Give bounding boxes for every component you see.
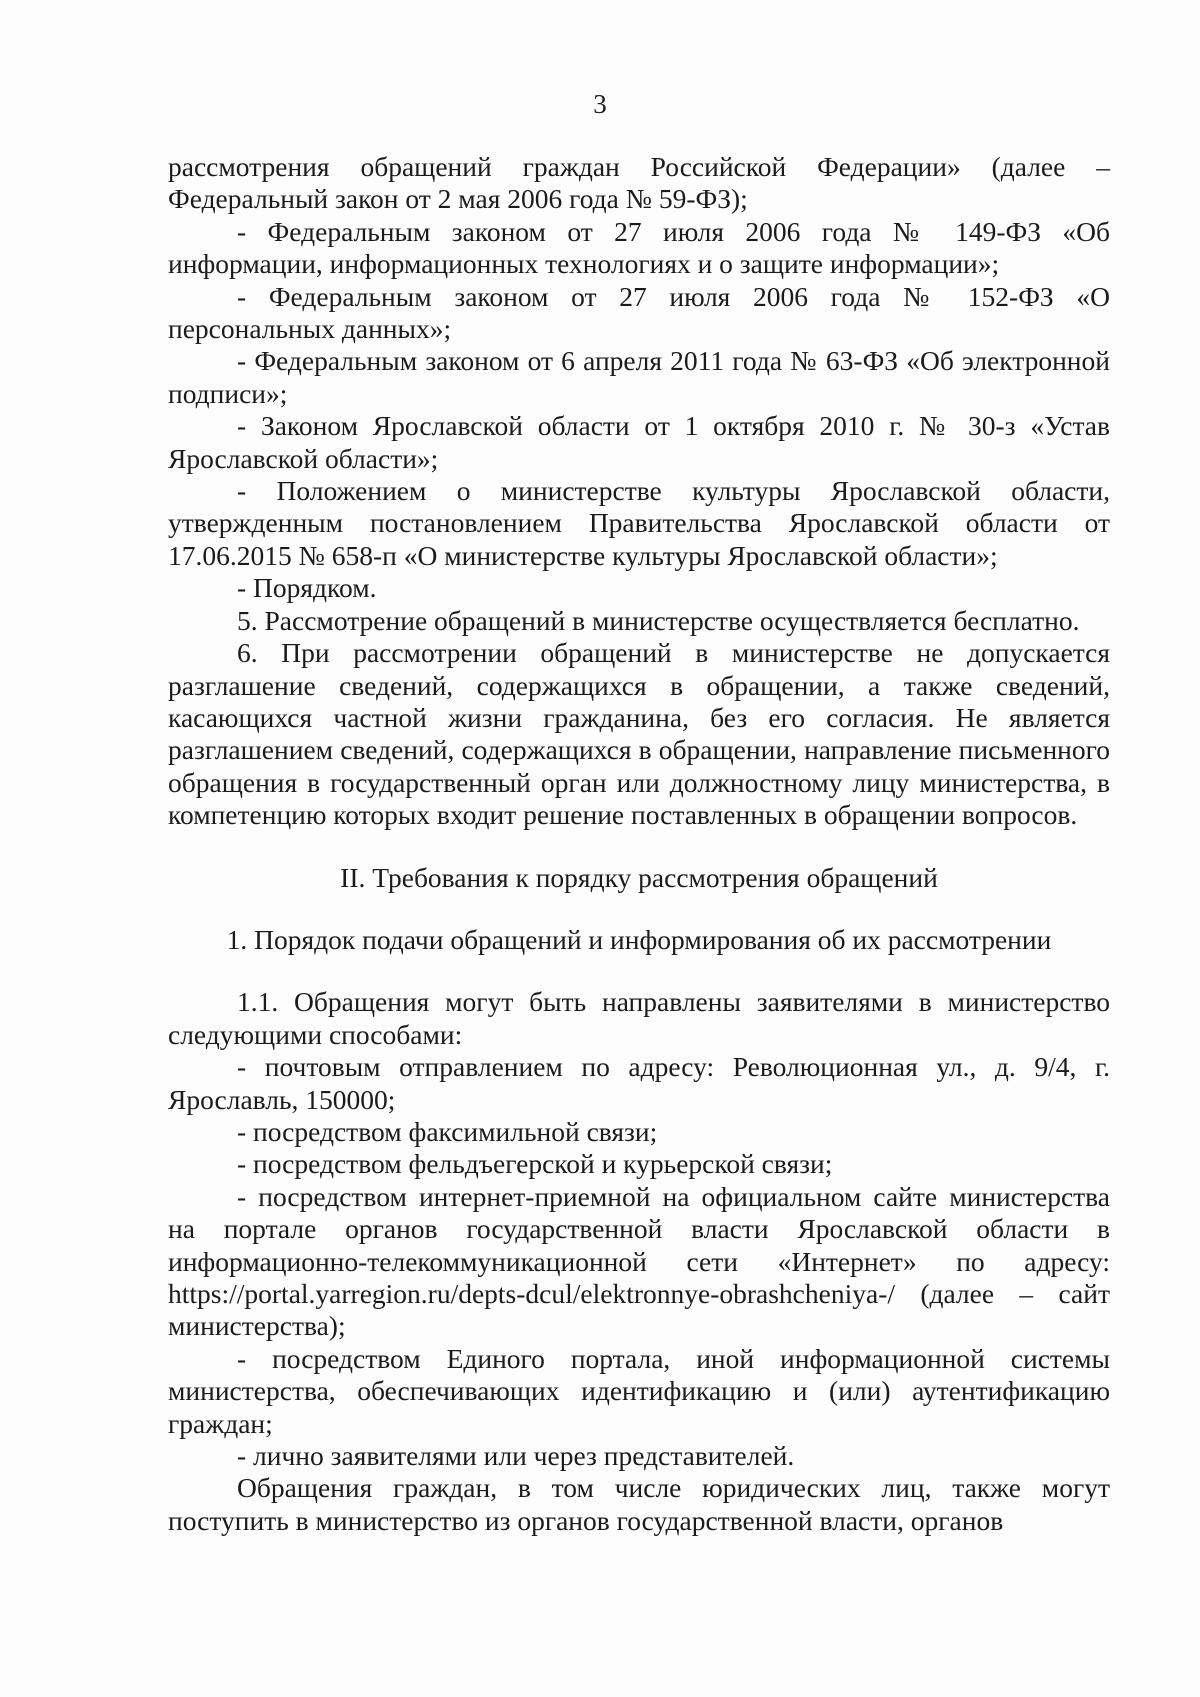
- paragraph-regional-law-30z: - Законом Ярославской области от 1 октября 2010 г. № 30-з «Устав Ярославской области»;: [168, 410, 1110, 474]
- paragraph-law-59fz-continuation: рассмотрения обращений граждан Российской Федерации» (далее – Федеральный закон от 2 мая 2006 года № 59-ФЗ);: [168, 151, 1110, 215]
- list-item-internet-reception: - посредством интернет-приемной на официальном сайте министерства на портале органов государственной власти Ярославской области в информационно-телекоммуникационной сети «Интернет» по адресу: https://portal.yarregion.ru/depts-dcul/elektronnye-obrashcheniya-/ (далее – сайт министерства);: [168, 1180, 1110, 1342]
- paragraph-procedure: - Порядком.: [237, 572, 377, 604]
- paragraph-law-152fz: - Федеральным законом от 27 июля 2006 года № 152-ФЗ «О персональных данных»;: [168, 280, 1110, 345]
- subsection-heading: 1. Порядок подачи обращений и информирования об их рассмотрении: [226, 923, 1052, 955]
- list-item-courier: - посредством фельдъегерской и курьерской связи;: [237, 1148, 833, 1180]
- paragraph-ministry-regulation: - Положением о министерстве культуры Ярославской области, утвержденным постановлением Правительства Ярославской области от 17.06.2015 № 658-п «О министерстве культуры Ярославской области»;: [168, 475, 1110, 571]
- document-body: [168, 151, 1110, 1537]
- paragraph-item-6: 6. При рассмотрении обращений в министерстве не допускается разглашение сведений, содержащихся в обращении, а также сведений, касающихся частной жизни гражданина, без его согласия. Не является разглашением сведений, содержащихся в обращении, направление письменного обращения в государственный орган или должностному лицу министерства, в компетенцию которых входит решение поставленных в обращении вопросов.: [168, 637, 1110, 831]
- list-item-unified-portal: - посредством Единого портала, иной информационной системы министерства, обеспечивающих идентификацию и (или) аутентификацию граждан;: [168, 1342, 1110, 1439]
- list-item-in-person: - лично заявителями или через представителей.: [237, 1440, 795, 1472]
- paragraph-law-63fz: - Федеральным законом от 6 апреля 2011 года № 63-ФЗ «Об электронной подписи»;: [168, 345, 1110, 409]
- page-number: 3: [593, 89, 607, 119]
- paragraph-law-149fz: - Федеральным законом от 27 июля 2006 года № 149-ФЗ «Об информации, информационных технологиях и о защите информации»;: [168, 215, 1110, 280]
- list-item-postal: - почтовым отправлением по адресу: Революционная ул., д. 9/4, г. Ярославль, 150000;: [168, 1051, 1110, 1115]
- paragraph-other-sources: Обращения граждан, в том числе юридических лиц, также могут поступить в министерство из органов государственной власти, органов: [168, 1472, 1110, 1536]
- list-item-fax: - посредством факсимильной связи;: [237, 1115, 658, 1147]
- paragraph-item-1-1: 1.1. Обращения могут быть направлены заявителями в министерство следующими способами:: [168, 986, 1110, 1050]
- paragraph-item-5: 5. Рассмотрение обращений в министерстве осуществляется бесплатно.: [237, 604, 1080, 636]
- section-heading: II. Требования к порядку рассмотрения обращений: [340, 861, 938, 893]
